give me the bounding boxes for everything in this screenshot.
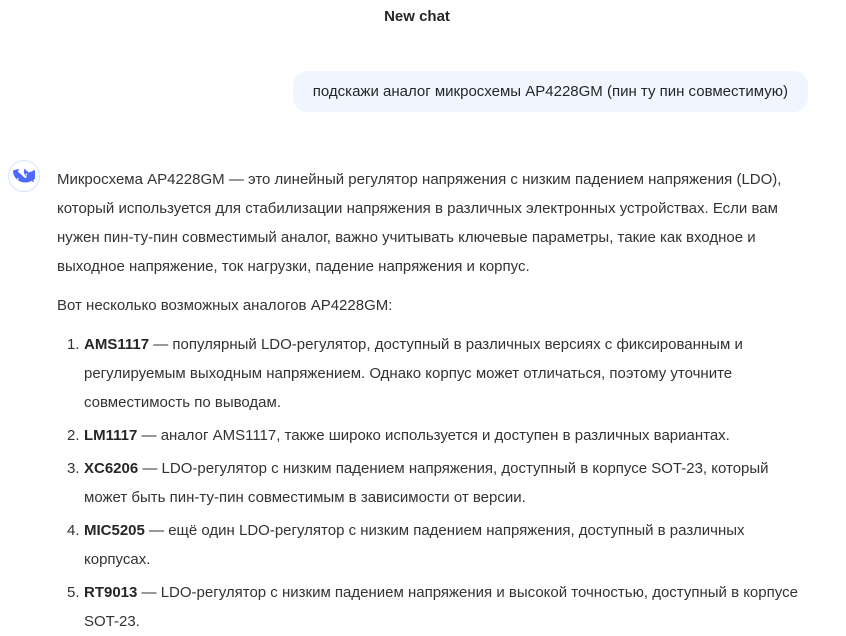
chat-title: New chat	[384, 8, 450, 25]
list-item-name: RT9013	[84, 584, 138, 601]
assistant-intro-paragraph: Микросхема AP4228GM — это линейный регулятор напряжения с низким падением напряжения (LDO), который используется для стабилизации напряжения в различных электронных устройствах. Если вам нужен пин-ту-пин совместимый аналог, важно учитывать ключевые параметры, такие как входное и выходное напряжение, ток нагрузки, падение напряжения и корпус.	[57, 171, 782, 275]
list-item	[57, 578, 809, 636]
list-item-name: LM1117	[84, 427, 138, 444]
assistant-list-intro: Вот несколько возможных аналогов AP4228GM:	[57, 297, 393, 314]
list-item-description: — LDO-регулятор с низким падением напряжения, доступный в корпусе SOT-23, который может быть пин-ту-пин совместимым в зависимости от версии.	[84, 460, 769, 506]
list-item-number: 2.	[67, 427, 80, 444]
list-item-number: 3.	[67, 460, 80, 477]
list-item-number: 1.	[67, 336, 80, 353]
list-item	[57, 421, 809, 450]
whale-logo-icon	[13, 167, 35, 185]
list-item-description: — ещё один LDO-регулятор с низким падением напряжения, доступный в различных корпусах.	[84, 522, 745, 568]
analog-list	[57, 330, 809, 636]
list-item	[57, 454, 809, 512]
list-item-name: XC6206	[84, 460, 139, 477]
list-item-description: — аналог AMS1117, также широко используется и доступен в различных вариантах.	[137, 427, 730, 444]
list-item	[57, 516, 809, 574]
list-item-description: — LDO-регулятор с низким падением напряжения и высокой точностью, доступный в корпусе SOT-23.	[84, 584, 798, 630]
list-item-name: MIC5205	[84, 522, 145, 539]
list-item-number: 5.	[67, 584, 80, 601]
assistant-avatar	[8, 160, 40, 192]
list-item-number: 4.	[67, 522, 80, 539]
list-item-description: — популярный LDO-регулятор, доступный в различных версиях с фиксированным и регулируемым выходным напряжением. Однако корпус может отличаться, поэтому уточните совместимость по выводам.	[84, 336, 743, 411]
assistant-message	[57, 165, 809, 636]
user-message-bubble: подскажи аналог микросхемы AP4228GM (пин ту пин совместимую)	[293, 71, 808, 112]
list-item	[57, 330, 809, 417]
list-item-name: AMS1117	[84, 336, 150, 353]
